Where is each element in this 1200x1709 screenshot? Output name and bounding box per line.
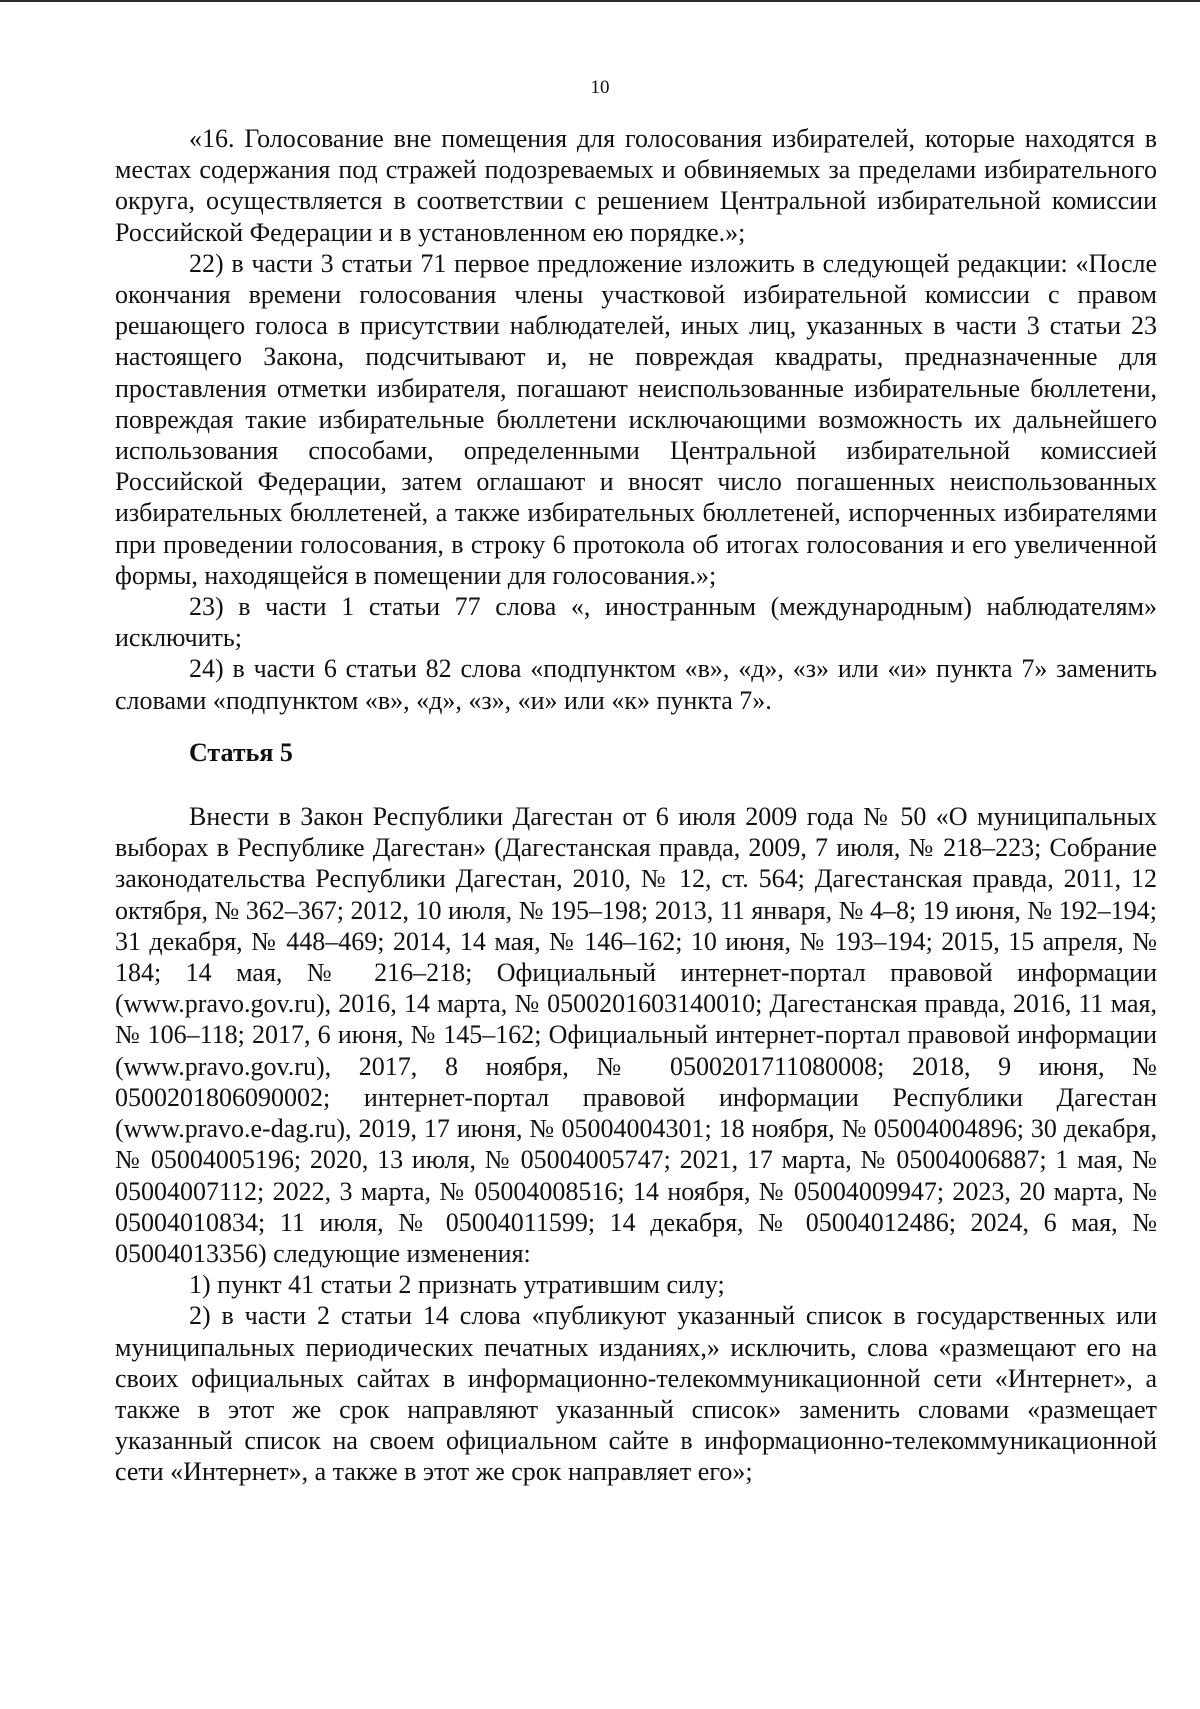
page-number: 10 (590, 77, 610, 98)
paragraph: «16. Голосование вне помещения для голосования избирателей, которые находятся в местах содержания под стражей подозреваемых и обвиняемых за пределами избирательного округа, осуществляется в соответствии с решением Центральной избирательной комиссии Российской Федерации и в установленном ею порядке.»; (115, 124, 1157, 247)
paragraph: Внести в Закон Республики Дагестан от 6 июля 2009 года № 50 «О муниципальных выборах в Республике Дагестан» (Дагестанская правда, 2009, 7 июля, № 218–223; Собрание законодательства Республики Дагестан, 2010, № 12, ст. 564; Дагестанская правда, 2011, 12 октября, № 362–367; 2012, 10 июля, № 195–198; 2013, 11 января, № 4–8; 19 июня, № 192–194; 31 декабря, № 448–469; 2014, 14 мая, № 146–162; 10 июня, № 193–194; 2015, 15 апреля, № 184; 14 мая, № 216–218; Официальный интернет-портал правовой информации (www.pravo.gov.ru), 2016, 14 марта, № 0500201603140010; Дагестанская правда, 2016, 11 мая, № 106–118; 2017, 6 июня, № 145–162; Официальный интернет-портал правовой информации (www.pravo.gov.ru), 2017, 8 ноября, № 0500201711080008; 2018, 9 июня, № 0500201806090002; интернет-портал правовой информации Республики Дагестан (www.pravo.e-dag.ru), 2019, 17 июня, № 05004004301; 18 ноября, № 05004004896; 30 декабря, № 05004005196; 2020, 13 июля, № 05004005747; 2021, 17 марта, № 05004006887; 1 мая, № 05004007112; 2022, 3 марта, № 05004008516; 14 ноября, № 05004009947; 2023, 20 марта, № 05004010834; 11 июля, № 05004011599; 14 декабря, № 05004012486; 2024, 6 мая, № 05004013356) следующие изменения: (115, 802, 1157, 1268)
paragraph: 24) в части 6 статьи 82 слова «подпунктом «в», «д», «з» или «и» пункта 7» заменить словами «подпунктом «в», «д», «з», «и» или «к» пункта 7». (115, 654, 1157, 715)
article-heading: Статья 5 (189, 737, 293, 767)
page-top-edge (0, 0, 1200, 2)
paragraph: 1) пункт 41 статьи 2 признать утратившим силу; (189, 1270, 725, 1300)
document-body (115, 123, 1157, 1488)
paragraph: 2) в части 2 статьи 14 слова «публикуют указанный список в государственных или муниципальных периодических печатных изданиях,» исключить, слова «размещают его на своих официальных сайтах в информационно-телекоммуникационной сети «Интернет», а также в этот же срок направляют указанный список» заменить словами «размещает указанный список на своем официальном сайте в информационно-телекоммуникационной сети «Интернет», а также в этот же срок направляет его»; (115, 1301, 1157, 1487)
paragraph: 23) в части 1 статьи 77 слова «, иностранным (международным) наблюдателям» исключить; (115, 592, 1157, 653)
paragraph: 22) в части 3 статьи 71 первое предложение изложить в следующей редакции: «После окончания времени голосования члены участковой избирательной комиссии с правом решающего голоса в присутствии наблюдателей, иных лиц, указанных в части 3 статьи 23 настоящего Закона, подсчитывают и, не повреждая квадраты, предназначенные для проставления отметки избирателя, погашают неиспользованные избирательные бюллетени, повреждая такие избирательные бюллетени исключающими возможность их дальнейшего использования способами, определенными Центральной избирательной комиссией Российской Федерации, затем оглашают и вносят число погашенных неиспользованных избирательных бюллетеней, а также избирательных бюллетеней, испорченных избирателями при проведении голосования, в строку 6 протокола об итогах голосования и его увеличенной формы, находящейся в помещении для голосования.»; (115, 248, 1157, 590)
